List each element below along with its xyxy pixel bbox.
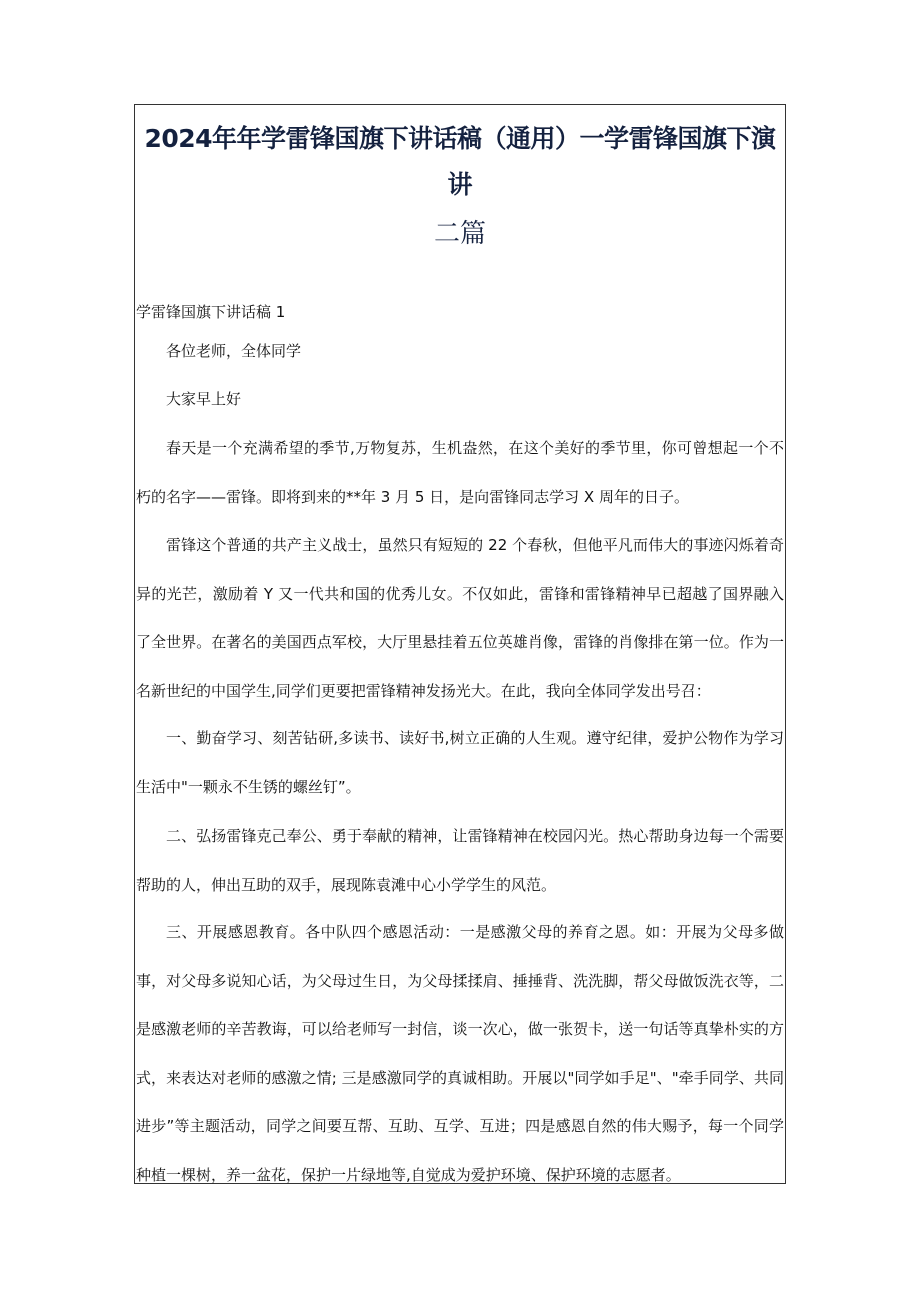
point-one-paragraph: 一、勤奋学习、刻苦钻研,多读书、读好书,树立正确的人生观。遵守纪律，爱护公物作为学习生活中"一颗永不生锈的螺丝钉”。 [136, 729, 784, 796]
document-title-line-2: 讲 [447, 170, 473, 199]
section-heading: 学雷锋国旗下讲话稿 1 [136, 303, 286, 321]
leifeng-paragraph: 雷锋这个普通的共产主义战士，虽然只有短短的 22 个春秋，但他平凡而伟大的事迹闪烁着奇异的光芒，激励着 Y 又一代共和国的优秀儿女。不仅如此，雷锋和雷锋精神早已超越了国界融入了全世界。在著名的美国西点军校，大厅里悬挂着五位英雄肖像，雷锋的肖像排在第一位。作为一名新世纪的中国学生,同学们更要把雷锋精神发扬光大。在此，我向全体同学发出号召： [136, 536, 784, 700]
document-title-line-3: 二篇 [433, 219, 486, 249]
document-title-line-1: 2024年年学雷锋国旗下讲话稿（通用）一学雷锋国旗下演 [144, 124, 776, 153]
morning-greeting-paragraph: 大家早上好 [166, 390, 242, 408]
spring-paragraph: 春天是一个充满希望的季节,万物复苏，生机盎然，在这个美好的季节里，你可曾想起一个不朽的名字——雷锋。即将到来的**年 3 月 5 日，是向雷锋同志学习 X 周年的日子。 [136, 439, 784, 506]
greeting-paragraph: 各位老师，全体同学 [166, 342, 302, 360]
point-three-paragraph: 三、开展感恩教育。各中队四个感恩活动：一是感激父母的养育之恩。如：开展为父母多做事，对父母多说知心话，为父母过生日，为父母揉揉肩、捶捶背、洗洗脚，帮父母做饭洗衣等，二是感激老师的辛苦教诲，可以给老师写一封信，谈一次心，做一张贺卡，送一句话等真挚朴实的方式，来表达对老师的感激之情; 三是感激同学的真诚相助。开展以"同学如手足"、"牵手同学、共同进步”等主题活动，同学之间要互帮、互助、互学、互进；四是感恩自然的伟大赐予，每一个同学种植一棵树，养一盆花，保护一片绿地等,自觉成为爱护环境、保护环境的志愿者。 [136, 923, 784, 1184]
point-two-paragraph: 二、弘扬雷锋克己奉公、勇于奉献的精神，让雷锋精神在校园闪光。热心帮助身边每一个需要帮助的人，伸出互助的双手，展现陈袁滩中心小学学生的风范。 [136, 827, 784, 894]
